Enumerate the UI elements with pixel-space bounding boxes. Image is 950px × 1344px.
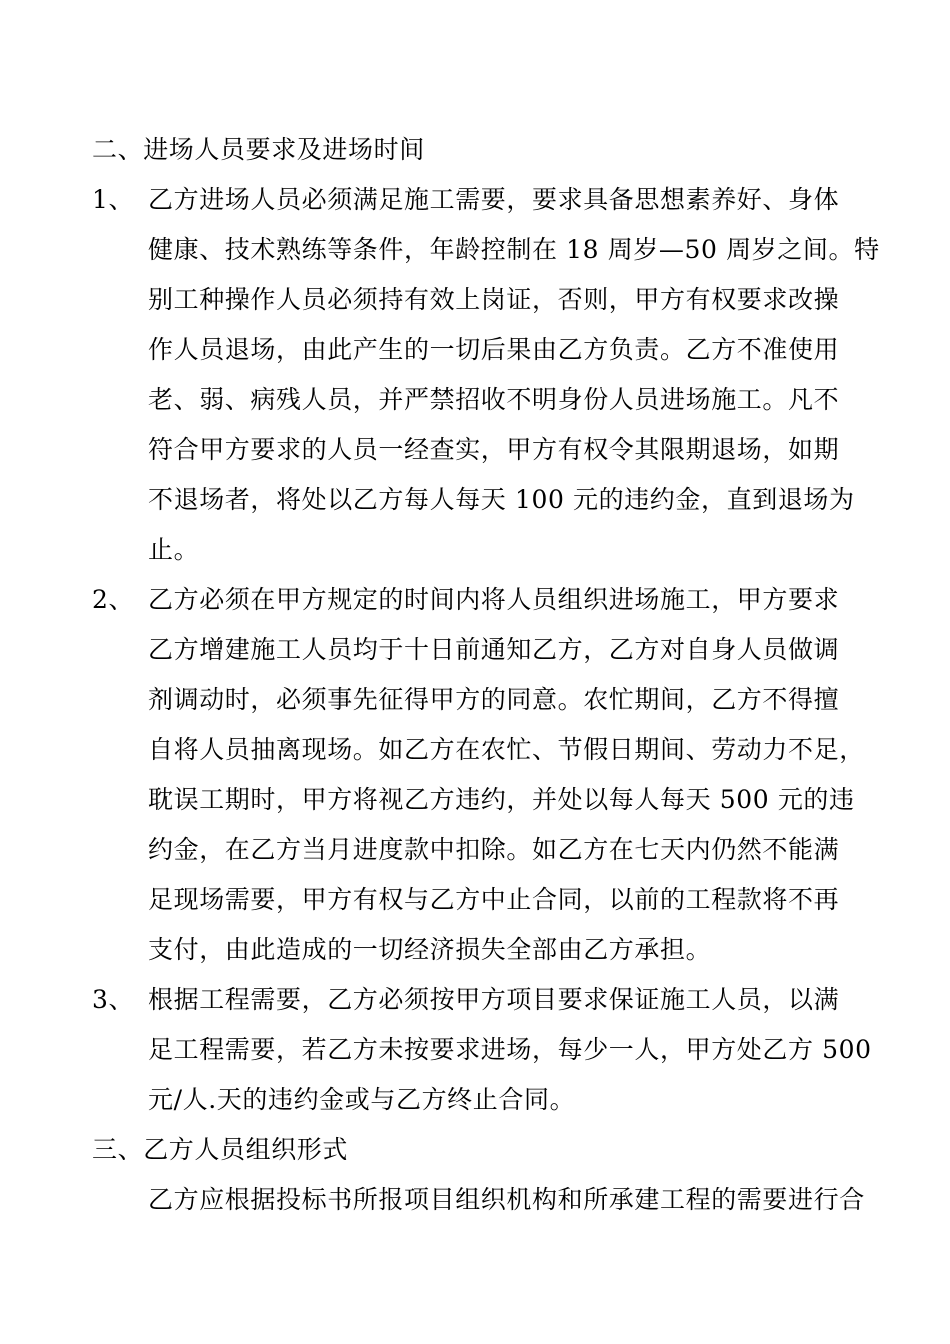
item-2-line: 足现场需要，甲方有权与乙方中止合同，以前的工程款将不再 [148, 885, 840, 914]
item-2-line: 支付，由此造成的一切经济损失全部由乙方承担。 [148, 935, 712, 964]
item-1-line: 老、弱、病残人员，并严禁招收不明身份人员进场施工。凡不 [148, 385, 840, 414]
item-number-1: 1、 [92, 185, 135, 214]
item-1-line: 作人员退场，由此产生的一切后果由乙方负责。乙方不准使用 [148, 335, 840, 364]
section-heading-3: 三、乙方人员组织形式 [92, 1135, 349, 1164]
item-1-line: 止。 [148, 535, 200, 564]
item-3-line: 足工程需要，若乙方未按要求进场，每少一人，甲方处乙方 500 [148, 1035, 872, 1064]
item-2-line: 自将人员抽离现场。如乙方在农忙、节假日期间、劳动力不足， [148, 735, 865, 764]
item-2-line: 乙方增建施工人员均于十日前通知乙方，乙方对自身人员做调 [148, 635, 840, 664]
item-2-line: 乙方必须在甲方规定的时间内将人员组织进场施工，甲方要求 [148, 585, 840, 614]
item-1-line: 健康、技术熟练等条件，年龄控制在 18 周岁—50 周岁之间。特 [148, 235, 880, 264]
item-number-2: 2、 [92, 585, 135, 614]
item-2-line: 约金，在乙方当月进度款中扣除。如乙方在七天内仍然不能满 [148, 835, 840, 864]
item-1-line: 别工种操作人员必须持有效上岗证，否则，甲方有权要求改操 [148, 285, 840, 314]
item-1-line: 符合甲方要求的人员一经查实，甲方有权令其限期退场，如期 [148, 435, 840, 464]
item-1-line: 乙方进场人员必须满足施工需要，要求具备思想素养好、身体 [148, 185, 840, 214]
item-3-line: 元/人.天的违约金或与乙方终止合同。 [148, 1085, 576, 1114]
item-1-line: 不退场者，将处以乙方每人每天 100 元的违约金，直到退场为 [148, 485, 855, 514]
section-3-paragraph: 乙方应根据投标书所报项目组织机构和所承建工程的需要进行合 [148, 1185, 865, 1214]
item-2-line: 耽误工期时，甲方将视乙方违约，并处以每人每天 500 元的违 [148, 785, 855, 814]
section-heading-2: 二、进场人员要求及进场时间 [92, 135, 425, 164]
item-number-3: 3、 [92, 985, 135, 1014]
item-3-line: 根据工程需要，乙方必须按甲方项目要求保证施工人员，以满 [148, 985, 840, 1014]
item-2-line: 剂调动时，必须事先征得甲方的同意。农忙期间，乙方不得擅 [148, 685, 840, 714]
